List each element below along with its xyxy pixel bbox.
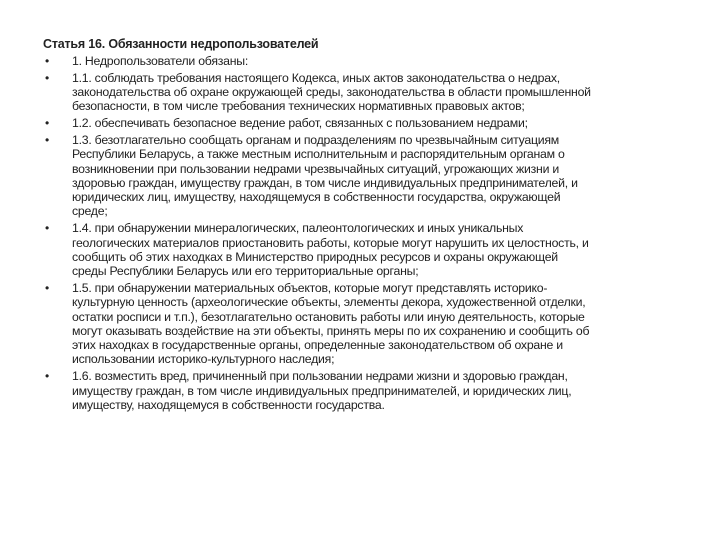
item-text-line: 1.5. при обнаружении материальных объектов, которые могут представлять историко- [72,280,548,295]
item-text-line: юридических лиц, имуществу, находящемуся в собственности государства, окружающей [72,190,561,205]
item-text-line: 1.1. соблюдать требования настоящего Кодекса, иных актов законодательства о недрах, [72,70,560,85]
item-text-line: среде; [72,204,108,219]
item-text-line: культурную ценность (археологические объекты, элементы декора, художественной отделки, [72,295,586,310]
item-text-line: 1.4. при обнаружении минералогических, палеонтологических и иных уникальных [72,221,524,236]
bullet-icon: • [45,54,50,68]
item-text-line: этих находках в государственные органы, определенные законодательством об охране и [72,338,563,353]
item-text-line: 1. Недропользователи обязаны: [72,54,249,68]
item-text-line: 1.2. обеспечивать безопасное ведение работ, связанных с пользованием недрами; [72,116,528,131]
item-text-line: 1.6. возместить вред, причиненный при пользовании недрами жизни и здоровью граждан, [72,369,568,384]
bullet-icon: • [45,132,50,147]
document [43,37,683,415]
item-text-line: сообщить об этих находках в Министерство природных ресурсов и охраны окружающей [72,249,558,264]
item-text-line: геологических материалов приостановить работы, которые могут нарушить их целостность, и [72,235,589,250]
bullet-icon: • [45,70,50,85]
bullet-icon: • [45,280,50,295]
obligations-list [43,54,683,412]
item-text-line: 1.3. безотлагательно сообщать органам и подразделениям по чрезвычайным ситуациям [72,132,559,147]
item-text-line: здоровью граждан, имуществу граждан, в том числе индивидуальных предпринимателей, и [72,175,578,190]
list-item [43,133,683,219]
item-text-line: остатки росписи и т.п.), безотлагательно остановить работы или иную деятельность, которые [72,309,585,324]
list-item [43,221,683,278]
list-item [43,54,683,68]
item-text-line: среды Республики Беларусь или его территориальные органы; [72,264,419,279]
bullet-icon: • [45,369,50,384]
item-text-line: могут оказывать воздействие на эти объекты, принять меры по их сохранению и сообщить об [72,323,590,338]
item-text-line: имуществу граждан, в том числе индивидуальных предпринимателей, и юридических лиц, [72,383,572,398]
bullet-icon: • [45,221,50,236]
list-item [43,281,683,367]
article-title: Статья 16. Обязанности недропользователей [43,37,319,51]
item-text-line: Республики Беларусь, а также местным исполнительным и распорядительным органам о [72,147,565,162]
bullet-icon: • [45,116,50,131]
item-text-line: безопасности, в том числе требования технических нормативных правовых актов; [72,99,525,114]
list-item [43,71,683,114]
list-item [43,369,683,412]
item-text-line: законодательства об охране окружающей среды, законодательства в области промышленной [72,85,591,100]
item-text-line: возникновении при пользовании недрами чрезвычайных ситуаций, угрожающих жизни и [72,161,559,176]
item-text-line: использовании историко-культурного наследия; [72,352,335,367]
list-item [43,116,683,130]
item-text-line: имуществу, находящемуся в собственности государства. [72,397,385,412]
